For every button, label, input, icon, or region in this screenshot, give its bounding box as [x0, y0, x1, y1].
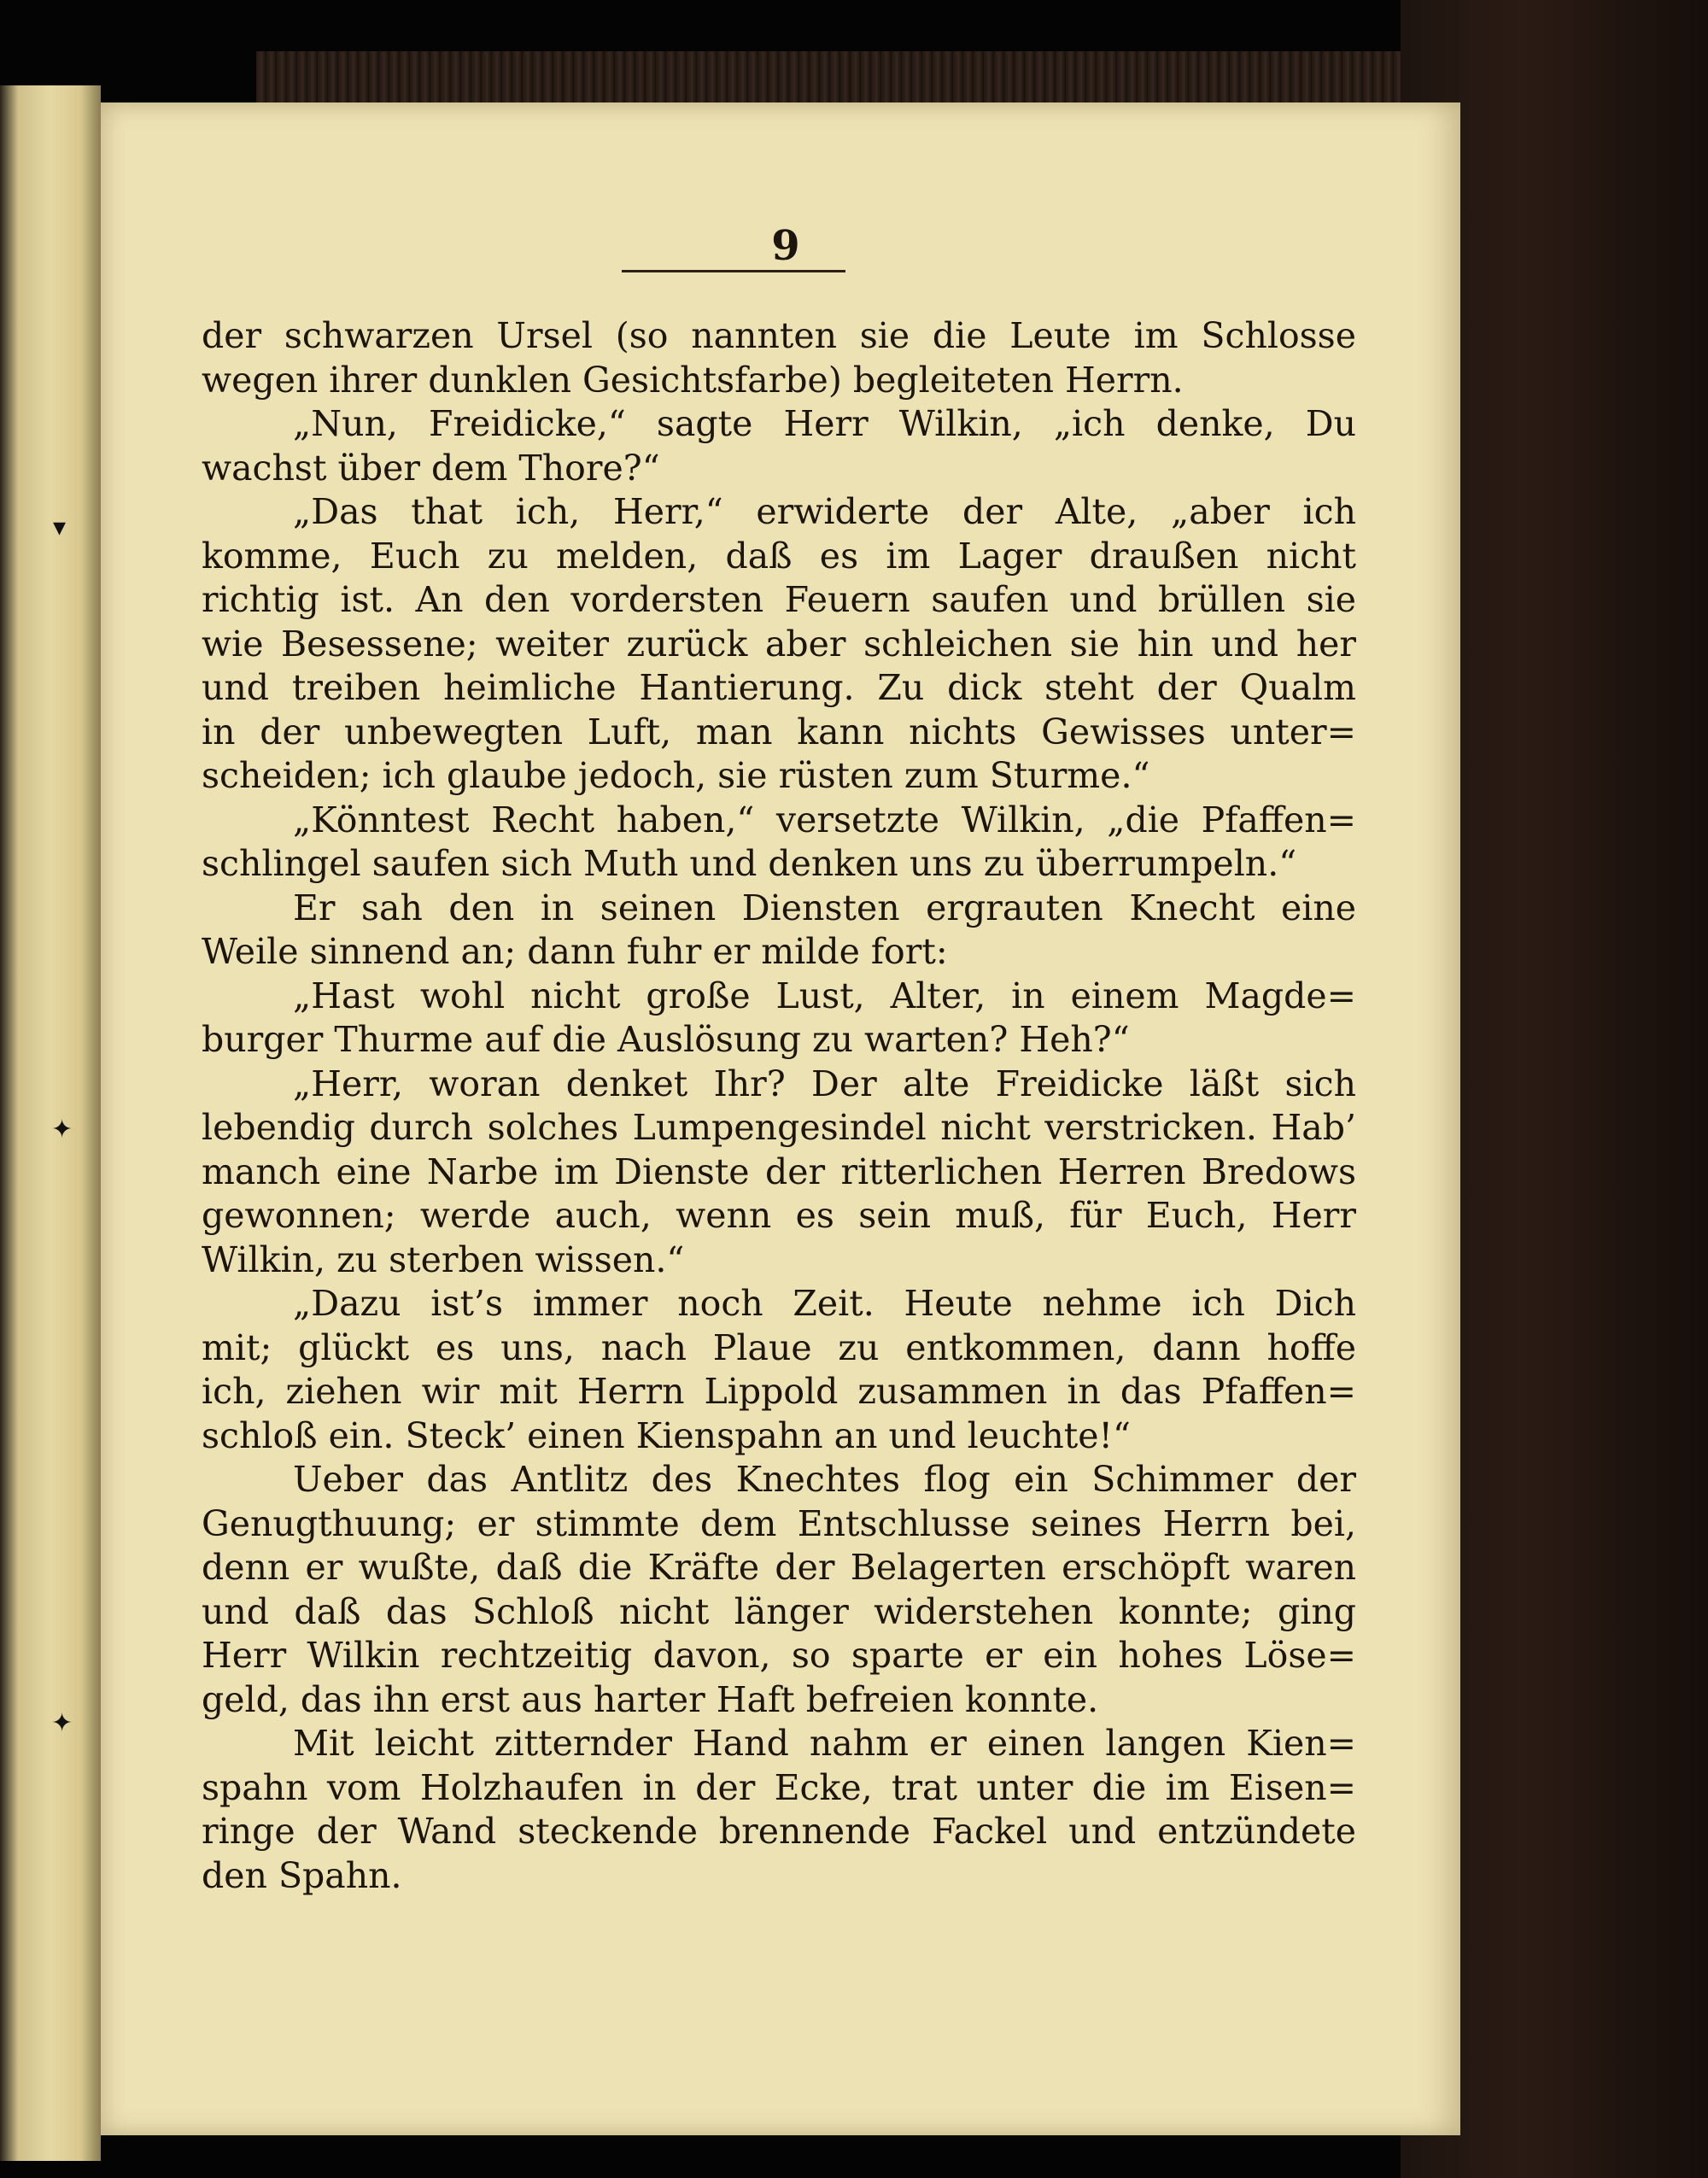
text-line: burger Thurme auf die Auslösung zu warten? Heh?“	[202, 1019, 1130, 1060]
text-line: der schwarzen Ursel (so nannten sie die Leute im Schlosse	[202, 315, 1356, 356]
text-line: spahn vom Holzhaufen in der Ecke, trat unter die im Eisen=	[202, 1766, 1356, 1808]
margin-mark: ✦	[51, 1115, 73, 1145]
text-line: ich, ziehen wir mit Herrn Lippold zusammen in das Pfaffen=	[202, 1371, 1356, 1412]
text-line: Wilkin, zu sterben wissen.“	[202, 1238, 685, 1280]
text-line: lebendig durch solches Lumpengesindel nicht verstricken. Hab’	[202, 1107, 1356, 1148]
text-line: „Könntest Recht haben,“ versetzte Wilkin, „die Pfaffen=	[293, 799, 1356, 840]
text-line: gewonnen; werde auch, wenn es sein muß, für Euch, Herr	[202, 1195, 1356, 1236]
text-line: „Dazu ist’s immer noch Zeit. Heute nehme ich Dich	[293, 1283, 1356, 1324]
text-line: denn er wußte, daß die Kräfte der Belagerten erschöpft waren	[202, 1547, 1356, 1588]
text-line: wachst über dem Thore?“	[202, 447, 660, 489]
text-line: komme, Euch zu melden, daß es im Lager draußen nicht	[202, 535, 1356, 577]
text-line: „Nun, Freidicke,“ sagte Herr Wilkin, „ich denke, Du	[293, 403, 1356, 444]
text-line: wie Besessene; weiter zurück aber schleichen sie hin und her	[202, 623, 1356, 665]
text-line: richtig ist. An den vordersten Feuern saufen und brüllen sie	[202, 579, 1356, 620]
text-line: und treiben heimliche Hantierung. Zu dick steht der Qualm	[202, 667, 1356, 708]
text-line: und daß das Schloß nicht länger widerstehen konnte; ging	[202, 1590, 1356, 1632]
page	[101, 102, 1460, 2135]
text-line: Herr Wilkin rechtzeitig davon, so sparte er ein hohes Löse=	[202, 1635, 1356, 1676]
text-line: Weile sinnend an; dann fuhr er milde fort:	[202, 931, 948, 972]
text-line: mit; glückt es uns, nach Plaue zu entkommen, dann hoffe	[202, 1326, 1356, 1368]
text-line: Mit leicht zitternder Hand nahm er einen langen Kien=	[293, 1723, 1356, 1764]
body-text	[202, 314, 1356, 1898]
text-line: scheiden; ich glaube jedoch, sie rüsten zum Sturme.“	[202, 755, 1150, 796]
text-line: schlingel saufen sich Muth und denken uns zu überrumpeln.“	[202, 843, 1297, 884]
text-line: „Hast wohl nicht große Lust, Alter, in einem Magde=	[293, 975, 1356, 1016]
text-line: Genugthuung; er stimmte dem Entschlusse seines Herrn bei,	[202, 1502, 1356, 1544]
text-line: Ueber das Antlitz des Knechtes flog ein Schimmer der	[293, 1459, 1356, 1500]
facing-page-edge	[0, 85, 101, 2161]
text-line: Er sah den in seinen Diensten ergrauten Knecht eine	[293, 887, 1356, 928]
text-line: schloß ein. Steck’ einen Kienspahn an und leuchte!“	[202, 1414, 1131, 1456]
header-rule	[622, 270, 845, 272]
text-line: ringe der Wand steckende brennende Fackel und entzündete	[202, 1811, 1356, 1852]
text-line: „Das that ich, Herr,“ erwiderte der Alte, „aber ich	[293, 491, 1356, 532]
text-line: in der unbewegten Luft, man kann nichts Gewisses unter=	[202, 711, 1356, 752]
margin-mark: ▾	[53, 512, 67, 542]
text-line: den Spahn.	[202, 1854, 402, 1896]
text-line: manch eine Narbe im Dienste der ritterlichen Herren Bredows	[202, 1150, 1356, 1192]
margin-mark: ✦	[51, 1708, 73, 1738]
text-line: geld, das ihn erst aus harter Haft befreien konnte.	[202, 1678, 1099, 1720]
text-line: wegen ihrer dunklen Gesichtsfarbe) begleiteten Herrn.	[202, 359, 1184, 401]
page-number: 9	[771, 222, 800, 270]
text-line: „Herr, woran denket Ihr? Der alte Freidicke läßt sich	[293, 1063, 1356, 1104]
